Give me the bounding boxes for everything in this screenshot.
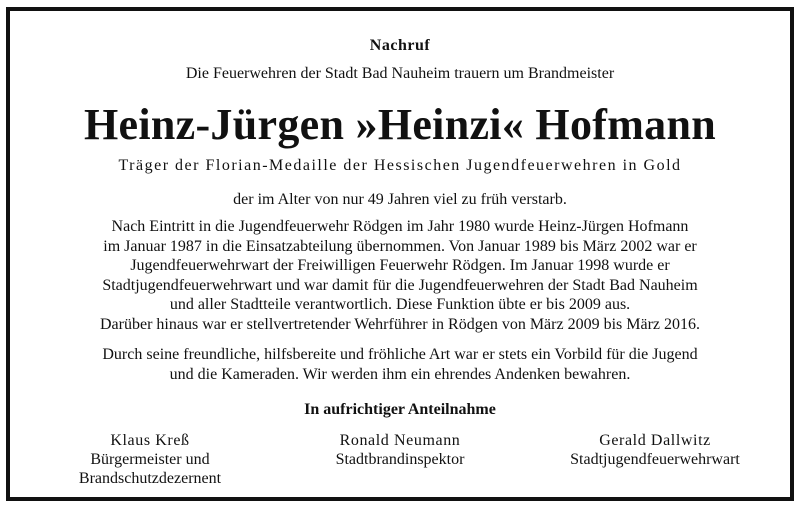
signatory-role: Brandschutzdezernent [78, 470, 222, 487]
medal-line: Träger der Florian-Medaille der Hessischen Jugendfeuerwehren in Gold [118, 157, 682, 174]
closing-text [10, 345, 790, 384]
signatory-youth-warden [540, 431, 770, 469]
signatory-name: Ronald Neumann [339, 432, 461, 449]
intro-line: Die Feuerwehren der Stadt Bad Nauheim trauern um Brandmeister [185, 65, 615, 82]
notice-heading: Nachruf [369, 37, 431, 54]
bio-line: im Januar 1987 in die Einsatzabteilung übernommen. Von Januar 1989 bis März 2002 war er [103, 237, 697, 255]
bio-line: Darüber hinaus war er stellvertretender Wehrführer in Rödgen von März 2009 bis März 2016. [100, 315, 700, 333]
obituary-notice [6, 7, 794, 501]
deceased-name: Heinz-Jürgen »Heinzi« Hofmann [83, 100, 716, 149]
signatory-fire-inspector [300, 431, 500, 469]
signatory-role: Stadtbrandinspektor [335, 451, 465, 468]
closing-line: und die Kameraden. Wir werden ihm ein ehrendes Andenken bewahren. [169, 365, 631, 383]
signatory-role: Stadtjugendfeuerwehrwart [570, 451, 740, 468]
biography [10, 217, 790, 334]
bio-line: und aller Stadtteile verantwortlich. Diese Funktion übte er bis 2009 aus. [169, 296, 631, 313]
signatory-name: Klaus Kreß [110, 432, 190, 449]
bio-line: Nach Eintritt in die Jugendfeuerwehr Rödgen im Jahr 1980 wurde Heinz-Jürgen Hofmann [111, 218, 689, 235]
sympathy-line: In aufrichtiger Anteilnahme [304, 401, 496, 418]
signatory-role: Bürgermeister und [90, 451, 210, 468]
signatory-mayor [45, 431, 255, 488]
bio-line: Stadtjugendfeuerwehrwart und war damit für die Jugendfeuerwehren der Stadt Bad Nauheim [102, 276, 698, 294]
signatory-name: Gerald Dallwitz [599, 432, 711, 449]
closing-line: Durch seine freundliche, hilfsbereite und fröhliche Art war er stets ein Vorbild für die Jugend [102, 346, 698, 363]
bio-line: Jugendfeuerwehrwart der Freiwilligen Feuerwehr Rödgen. Im Januar 1998 wurde er [130, 257, 670, 274]
age-line: der im Alter von nur 49 Jahren viel zu früh verstarb. [233, 191, 567, 208]
